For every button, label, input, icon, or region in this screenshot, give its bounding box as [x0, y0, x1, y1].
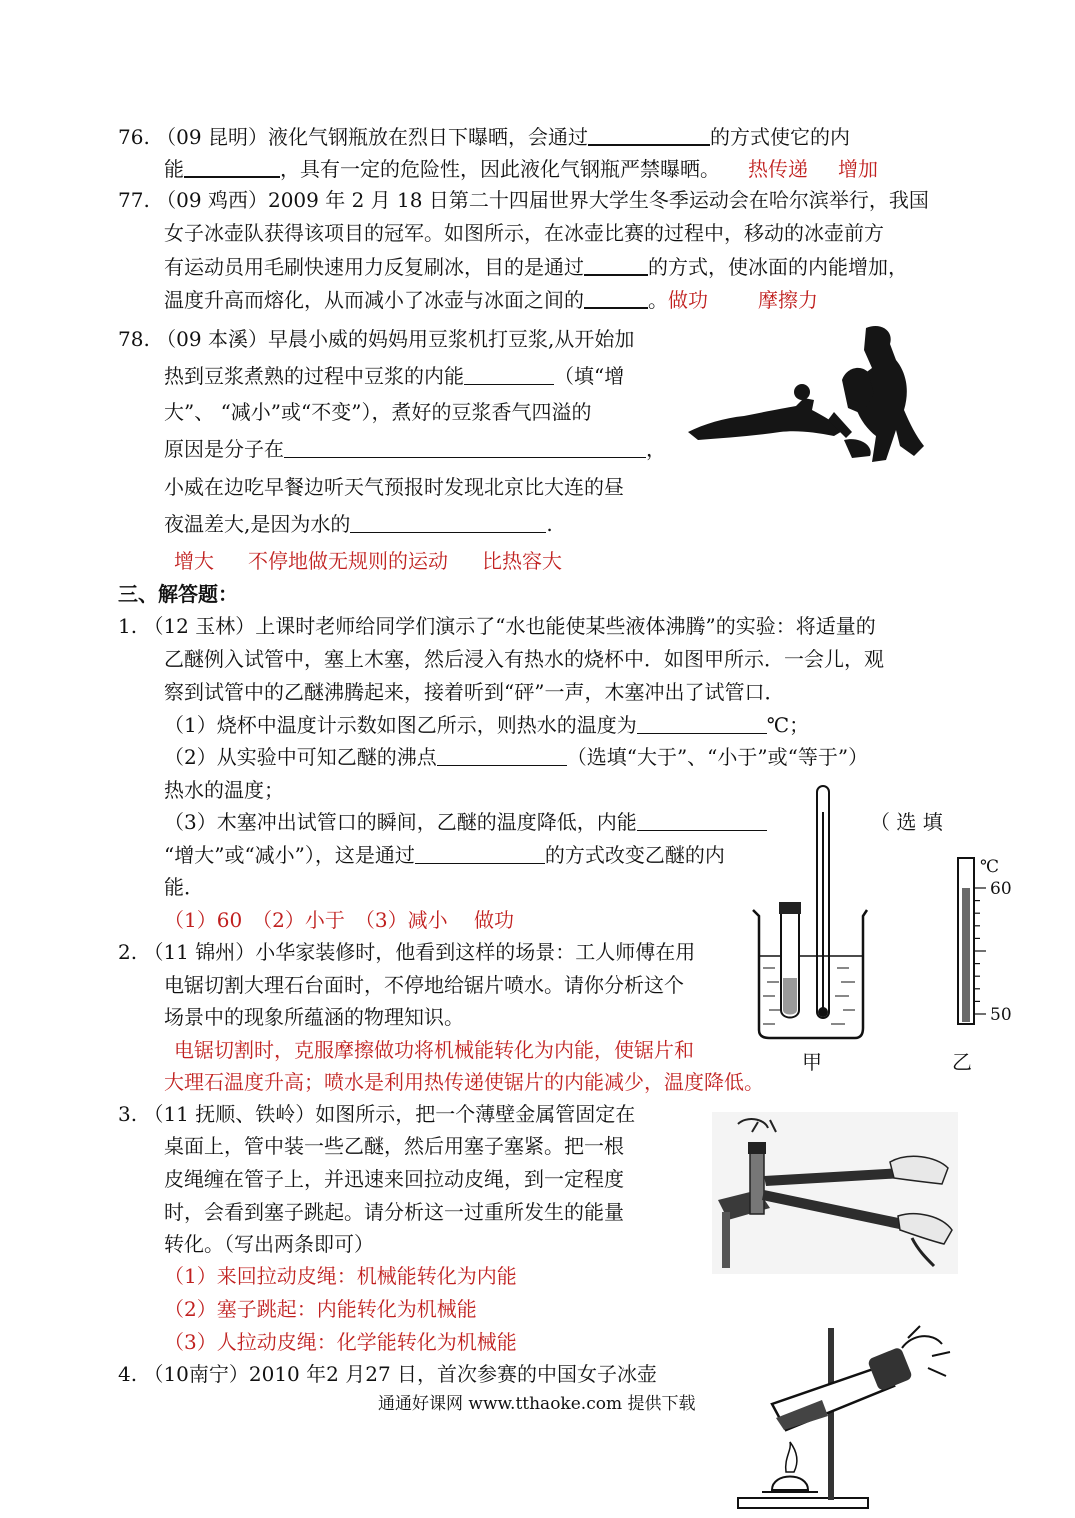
p1-line1: 1. （12 玉林）上课时老师给同学们演示了“水也能使某些液体沸腾”的实验：将适量的: [118, 614, 876, 638]
p1-sub3-options: （ 选 填: [870, 810, 943, 834]
p1-sub2-cont: 热水的温度；: [164, 778, 284, 802]
q77-line3: [164, 254, 908, 279]
q77-blank-1: [584, 254, 648, 276]
p2-answer-line2: 大理石温度升高；喷水是利用热传递使锯片的内能减少，温度降低。: [164, 1070, 764, 1094]
p1-sub3-end: 能．: [164, 875, 204, 899]
thermo-tick-top: 60: [990, 879, 1012, 899]
p1-sub3-cont: [164, 843, 725, 867]
p1-line2: 乙醚例入试管中，塞上木塞，然后浸入有热水的烧杯中．如图甲所示．一会儿，观: [164, 647, 884, 671]
beaker-experiment-figure: [745, 782, 870, 1044]
thermo-ticks: [974, 888, 986, 1014]
p1-blank-2: [437, 745, 567, 766]
p1-sub2-text: （2）从实验中可知乙醚的沸点: [164, 745, 437, 769]
q77-answer-1: 做功: [668, 288, 708, 312]
p1-blank-1: [637, 713, 767, 734]
q78-line3: 大”、 “减小”或“不变”），煮好的豆浆香气四溢的: [164, 400, 592, 424]
p1-blank-4: [415, 843, 545, 864]
q77-line4: [164, 287, 818, 312]
q77-blank-2: [584, 287, 648, 309]
p3-line3: 皮绳缠在管子上，并迅速来回拉动皮绳，到一定程度: [164, 1167, 624, 1191]
p1-sub1: [164, 713, 809, 737]
q77-text-b: 的方式，使冰面的内能增加，: [648, 255, 908, 279]
p1-sub3-text: （3）木塞冲出试管口的瞬间，乙醚的温度降低，内能: [164, 810, 637, 834]
p1-sub3-text-b: “增大”或“减小”），这是通过: [164, 843, 415, 867]
p1-sub2: [164, 745, 868, 769]
q76-blank-1: [588, 124, 710, 146]
q78-blank-1: [464, 364, 554, 385]
thermo-mercury: [962, 888, 970, 1022]
q76-text-a: 76. （09 昆明）液化气钢瓶放在烈日下曝晒，会通过: [118, 125, 588, 149]
p1-sub2-options: （选填“大于”、“小于”或“等于”）: [566, 745, 869, 769]
q76-text-b: 的方式使它的内: [709, 125, 850, 149]
thermo-unit-label: ℃: [980, 857, 1000, 877]
q78-blank-3: [350, 512, 546, 533]
p1-sub1-unit: ℃；: [766, 713, 810, 737]
p2-answer-line1: 电锯切割时，克服摩擦做功将机械能转化为内能，使锯片和: [174, 1038, 694, 1062]
p2-line3: 场景中的现象所蕴涵的物理知识。: [164, 1005, 464, 1029]
q77-answer-2: 摩擦力: [758, 288, 818, 312]
figure-label-jia: 甲: [802, 1050, 822, 1074]
p3-line2: 桌面上，管中装一些乙醚，然后用塞子塞紧。把一根: [164, 1134, 624, 1158]
p4-line1: 4. （10南宁）2010 年2 月27 日，首次参赛的中国女子冰壶: [118, 1362, 658, 1386]
q77-text-c: 温度升高而熔化，从而减小了冰壶与冰面之间的: [164, 288, 584, 312]
q78-answer-3: 比热容大: [482, 549, 562, 573]
p2-line2: 电锯切割大理石台面时，不停地给锯片喷水。请你分析这个: [164, 973, 684, 997]
p1-sub3-text-c: 的方式改变乙醚的内: [544, 843, 725, 867]
q78-answer-1: 增大: [174, 549, 214, 573]
q77-text-d: 。: [648, 288, 668, 312]
q78-blank-2: [284, 437, 646, 458]
p3-answer-2: （2）塞子跳起：内能转化为机械能: [164, 1297, 477, 1321]
figure-label-yi: 乙: [952, 1050, 972, 1074]
p1-sub1-text: （1）烧杯中温度计示数如图乙所示，则热水的温度为: [164, 713, 637, 737]
q78-answer-2: 不停地做无规则的运动: [248, 549, 448, 573]
q76-text-c: 能: [164, 157, 184, 181]
test-tube-burner-figure: [732, 1322, 962, 1514]
q78-text-f: .: [546, 512, 553, 536]
p1-line3: 察到试管中的乙醚沸腾起来，接着听到“砰”一声，木塞冲出了试管口．: [164, 680, 785, 704]
q78-text-a: 热到豆浆煮熟的过程中豆浆的内能: [164, 364, 464, 388]
p1-sub3: [164, 810, 767, 834]
q78-line4: [164, 437, 666, 461]
p3-line4: 时，会看到塞子跳起。请分析这一过重所发生的能量: [164, 1200, 624, 1224]
metal-tube-strap-figure: [712, 1112, 958, 1274]
curling-players-figure: [684, 320, 954, 470]
q78-answers: [174, 549, 562, 573]
q78-text-b: （填“增: [554, 364, 625, 388]
thermometer-scale-figure: [950, 852, 1020, 1032]
q76-answer-1: 热传递: [748, 157, 808, 181]
p2-line1: 2. （11 锦州）小华家装修时，他看到这样的场景：工人师傅在用: [118, 940, 696, 964]
q78-line1: 78. （09 本溪）早晨小威的妈妈用豆浆机打豆浆,从开始加: [118, 327, 635, 351]
q76-line1: [118, 124, 850, 149]
footer-source: 通通好课网 www.tthaoke.com 提供下载: [378, 1394, 696, 1414]
q78-line5: 小威在边吃早餐边听天气预报时发现北京比大连的昼: [164, 475, 624, 499]
p3-answer-3: （3）人拉动皮绳：化学能转化为机械能: [164, 1330, 517, 1354]
q76-text-d: ，具有一定的危险性，因此液化气钢瓶严禁曝晒。: [280, 157, 720, 181]
q78-text-d: ，: [646, 437, 666, 461]
p3-line1: 3. （11 抚顺、铁岭）如图所示，把一个薄壁金属管固定在: [118, 1102, 636, 1126]
p1-answer: （1）60 （2）小于 （3）减小 做功: [164, 908, 514, 932]
q78-line2: [164, 364, 624, 388]
q77-line1: 77. （09 鸡西）2009 年 2 月 18 日第二十四届世界大学生冬季运动会在哈尔滨举行，我国: [118, 188, 929, 212]
q76-answer-2: 增加: [838, 157, 878, 181]
q77-line2: 女子冰壶队获得该项目的冠军。如图所示，在冰壶比赛的过程中，移动的冰壶前方: [164, 221, 884, 245]
q76-blank-2: [184, 156, 280, 178]
q76-line2: [164, 156, 878, 181]
p3-answer-1: （1）来回拉动皮绳：机械能转化为内能: [164, 1264, 517, 1288]
thermo-tick-bottom: 50: [990, 1005, 1012, 1025]
p3-line5: 转化。（写出两条即可）: [164, 1232, 374, 1256]
q78-line6: [164, 512, 553, 536]
q77-text-a: 有运动员用毛刷快速用力反复刷冰，目的是通过: [164, 255, 584, 279]
section-title: 三、解答题：: [118, 582, 238, 606]
q78-text-c: 原因是分子在: [164, 437, 284, 461]
q78-text-e: 夜温差大,是因为水的: [164, 512, 351, 536]
